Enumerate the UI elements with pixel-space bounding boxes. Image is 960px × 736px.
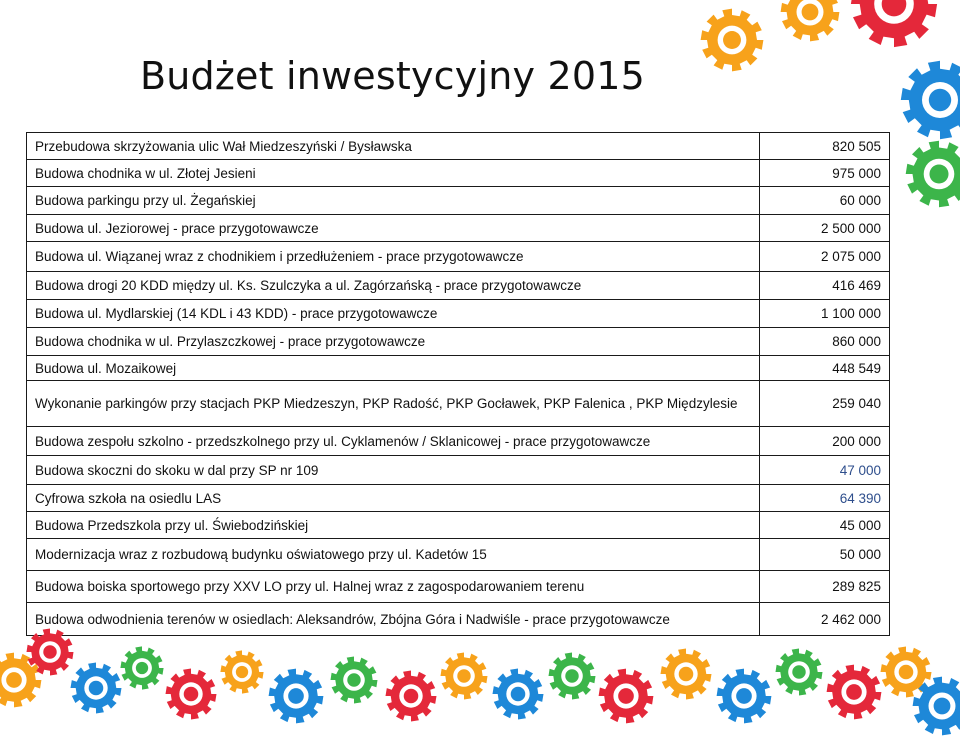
row-description: Budowa ul. Wiązanej wraz z chodnikiem i przedłużeniem - prace przygotowawcze xyxy=(27,242,760,272)
gear-shape xyxy=(492,668,544,720)
row-description: Budowa chodnika w ul. Przylaszczkowej - prace przygotowawcze xyxy=(27,328,760,356)
row-description: Modernizacja wraz z rozbudową budynku oświatowego przy ul. Kadetów 15 xyxy=(27,539,760,571)
green-gear-icon xyxy=(905,140,960,208)
table-row xyxy=(27,328,890,356)
gear-shape xyxy=(900,60,960,140)
table-row xyxy=(27,427,890,456)
gear-hub xyxy=(288,688,304,704)
row-amount: 820 505 xyxy=(760,133,890,160)
red-gear-icon xyxy=(598,668,654,724)
row-amount: 259 040 xyxy=(760,381,890,427)
gear-shape xyxy=(775,648,823,696)
row-amount: 2 462 000 xyxy=(760,603,890,636)
red-gear-icon xyxy=(826,664,882,720)
gear-hub xyxy=(236,666,248,678)
gear-hub xyxy=(43,645,56,658)
gear-hub xyxy=(511,687,526,702)
row-amount: 2 075 000 xyxy=(760,242,890,272)
row-amount: 45 000 xyxy=(760,512,890,539)
gear-hub xyxy=(929,164,948,183)
gear-hub xyxy=(736,688,752,704)
blue-gear-icon xyxy=(268,668,324,724)
gear-hub xyxy=(89,681,104,696)
table-row xyxy=(27,381,890,427)
gear-shape xyxy=(850,0,938,48)
row-amount: 2 500 000 xyxy=(760,215,890,242)
row-description: Przebudowa skrzyżowania ulic Wał Miedzeszyński / Bysławska xyxy=(27,133,760,160)
blue-gear-icon xyxy=(716,668,772,724)
gear-hub xyxy=(6,672,22,688)
gear-shape xyxy=(660,648,712,700)
gear-shape xyxy=(440,652,488,700)
blue-gear-icon xyxy=(492,668,544,720)
row-description: Budowa chodnika w ul. Złotej Jesieni xyxy=(27,160,760,187)
gear-hub xyxy=(934,698,951,715)
gear-shape xyxy=(268,668,324,724)
orange-gear-icon xyxy=(440,652,488,700)
table-row xyxy=(27,356,890,381)
blue-gear-icon xyxy=(912,676,960,736)
green-gear-icon xyxy=(120,646,164,690)
gear-hub xyxy=(404,689,419,704)
orange-gear-icon xyxy=(700,8,764,72)
gear-shape xyxy=(912,676,960,736)
gear-shape xyxy=(905,140,960,208)
table-row xyxy=(27,133,890,160)
row-description: Budowa Przedszkola przy ul. Świebodzińskiej xyxy=(27,512,760,539)
red-gear-icon xyxy=(385,670,437,722)
gear-hub xyxy=(565,669,578,682)
gear-hub xyxy=(457,669,470,682)
row-amount: 50 000 xyxy=(760,539,890,571)
gear-hub xyxy=(679,667,694,682)
blue-gear-icon xyxy=(900,60,960,140)
orange-gear-icon xyxy=(660,648,712,700)
row-amount: 448 549 xyxy=(760,356,890,381)
page-title: Budżet inwestycyjny 2015 xyxy=(140,54,645,98)
gear-shape xyxy=(826,664,882,720)
row-description: Budowa zespołu szkolno - przedszkolnego przy ul. Cyklamenów / Sklanicowej - prace przygotowawcze xyxy=(27,427,760,456)
table-row xyxy=(27,571,890,603)
table-row xyxy=(27,215,890,242)
gear-shape xyxy=(26,628,74,676)
gear-shape xyxy=(120,646,164,690)
row-amount: 1 100 000 xyxy=(760,300,890,328)
table-row xyxy=(27,603,890,636)
row-description: Wykonanie parkingów przy stacjach PKP Miedzeszyn, PKP Radość, PKP Gocławek, PKP Falenica , PKP Międzylesie xyxy=(27,381,760,427)
row-description: Budowa boiska sportowego przy XXV LO przy ul. Halnej wraz z zagospodarowaniem terenu xyxy=(27,571,760,603)
gear-shape xyxy=(220,650,264,694)
row-description: Budowa ul. Jeziorowej - prace przygotowawcze xyxy=(27,215,760,242)
gear-hub xyxy=(846,684,862,700)
table-row xyxy=(27,272,890,300)
gear-shape xyxy=(716,668,772,724)
gear-hub xyxy=(929,89,951,111)
row-amount: 47 000 xyxy=(760,456,890,485)
row-amount: 416 469 xyxy=(760,272,890,300)
table-row xyxy=(27,512,890,539)
row-description: Cyfrowa szkoła na osiedlu LAS xyxy=(27,485,760,512)
red-gear-icon xyxy=(850,0,938,48)
gear-hub xyxy=(618,688,634,704)
gear-shape xyxy=(330,656,378,704)
row-description: Budowa ul. Mozaikowej xyxy=(27,356,760,381)
row-amount: 860 000 xyxy=(760,328,890,356)
table-row xyxy=(27,300,890,328)
row-description: Budowa ul. Mydlarskiej (14 KDL i 43 KDD) - prace przygotowawcze xyxy=(27,300,760,328)
red-gear-icon xyxy=(26,628,74,676)
row-description: Budowa skoczni do skoku w dal przy SP nr 109 xyxy=(27,456,760,485)
table-row xyxy=(27,485,890,512)
blue-gear-icon xyxy=(70,662,122,714)
gear-shape xyxy=(700,8,764,72)
table-row xyxy=(27,187,890,215)
budget-table xyxy=(26,132,890,636)
row-amount: 289 825 xyxy=(760,571,890,603)
green-gear-icon xyxy=(330,656,378,704)
table-row xyxy=(27,456,890,485)
row-description: Budowa parkingu przy ul. Żegańskiej xyxy=(27,187,760,215)
gear-shape xyxy=(385,670,437,722)
gear-hub xyxy=(184,687,199,702)
gear-shape xyxy=(165,668,217,720)
row-description: Budowa drogi 20 KDD między ul. Ks. Szulczyka a ul. Zagórzańską - prace przygotowawcze xyxy=(27,272,760,300)
green-gear-icon xyxy=(775,648,823,696)
orange-gear-icon xyxy=(220,650,264,694)
row-amount: 60 000 xyxy=(760,187,890,215)
gear-shape xyxy=(548,652,596,700)
table-row xyxy=(27,539,890,571)
green-gear-icon xyxy=(548,652,596,700)
orange-gear-icon xyxy=(780,0,840,42)
gear-hub xyxy=(792,665,805,678)
gear-shape xyxy=(70,662,122,714)
row-description: Budowa odwodnienia terenów w osiedlach: Aleksandrów, Zbójna Góra i Nadwiśle - prace przygotowawcze xyxy=(27,603,760,636)
gear-hub xyxy=(723,31,741,49)
table-row xyxy=(27,242,890,272)
table-row xyxy=(27,160,890,187)
red-gear-icon xyxy=(165,668,217,720)
gear-shape xyxy=(780,0,840,42)
gear-hub xyxy=(136,662,148,674)
gear-hub xyxy=(802,4,819,21)
row-amount: 975 000 xyxy=(760,160,890,187)
row-amount: 64 390 xyxy=(760,485,890,512)
gear-hub xyxy=(347,673,360,686)
gear-shape xyxy=(598,668,654,724)
row-amount: 200 000 xyxy=(760,427,890,456)
